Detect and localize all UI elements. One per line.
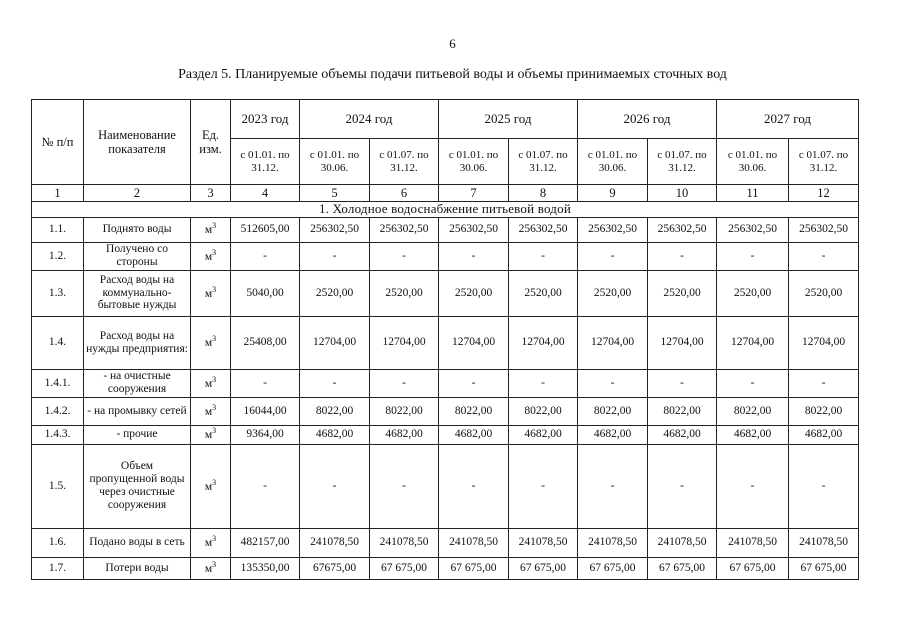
row-value: 67 675,00 <box>648 557 717 579</box>
header-period: с 01.01. по 30.06. <box>717 139 789 185</box>
row-value: 4682,00 <box>370 425 439 444</box>
unit-base: м <box>204 224 213 237</box>
row-value: 4682,00 <box>789 425 859 444</box>
row-name: Подано воды в сеть <box>84 528 191 557</box>
row-value: - <box>439 444 509 528</box>
header-year: 2025 год <box>439 100 578 139</box>
row-value: - <box>578 369 648 397</box>
column-number: 2 <box>84 185 191 202</box>
row-value: 241078,50 <box>717 528 789 557</box>
row-value: 256302,50 <box>578 217 648 242</box>
row-value: 256302,50 <box>439 217 509 242</box>
row-value: 12704,00 <box>439 316 509 369</box>
row-name: - на промывку сетей <box>84 397 191 425</box>
row-value: 241078,50 <box>439 528 509 557</box>
table-row <box>32 242 859 270</box>
row-unit <box>191 316 231 369</box>
row-value: 67 675,00 <box>717 557 789 579</box>
row-value: - <box>439 242 509 270</box>
row-value: 9364,00 <box>231 425 300 444</box>
row-unit <box>191 444 231 528</box>
unit-base: м <box>204 480 213 493</box>
column-number: 1 <box>32 185 84 202</box>
column-number: 10 <box>648 185 717 202</box>
row-value: 12704,00 <box>370 316 439 369</box>
table-row <box>32 444 859 528</box>
row-value: 256302,50 <box>300 217 370 242</box>
row-number: 1.4.1. <box>32 369 84 397</box>
row-value: 67 675,00 <box>578 557 648 579</box>
table-row <box>32 270 859 316</box>
unit-exponent: 3 <box>212 221 217 231</box>
row-value: - <box>509 369 578 397</box>
row-value: 8022,00 <box>578 397 648 425</box>
row-unit <box>191 217 231 242</box>
row-value: 4682,00 <box>509 425 578 444</box>
row-value: 67 675,00 <box>370 557 439 579</box>
header-period: с 01.07. по 31.12. <box>789 139 859 185</box>
row-value: - <box>648 444 717 528</box>
row-value: 512605,00 <box>231 217 300 242</box>
row-value: 8022,00 <box>717 397 789 425</box>
row-value: 8022,00 <box>509 397 578 425</box>
row-value: 2520,00 <box>300 270 370 316</box>
row-value: - <box>300 369 370 397</box>
row-value: 12704,00 <box>648 316 717 369</box>
column-number: 3 <box>191 185 231 202</box>
header-period: с 01.07. по 31.12. <box>370 139 439 185</box>
row-unit <box>191 425 231 444</box>
row-value: - <box>789 242 859 270</box>
row-value: 2520,00 <box>370 270 439 316</box>
row-value: 2520,00 <box>439 270 509 316</box>
row-unit <box>191 242 231 270</box>
row-name: Потери воды <box>84 557 191 579</box>
unit-exponent: 3 <box>212 426 217 436</box>
row-value: 4682,00 <box>717 425 789 444</box>
row-value: - <box>370 444 439 528</box>
row-number: 1.4.3. <box>32 425 84 444</box>
row-number: 1.5. <box>32 444 84 528</box>
column-number: 4 <box>231 185 300 202</box>
row-value: 2520,00 <box>509 270 578 316</box>
row-unit <box>191 369 231 397</box>
row-value: - <box>648 369 717 397</box>
row-value: - <box>789 444 859 528</box>
unit-base: м <box>204 405 213 418</box>
row-value: 4682,00 <box>300 425 370 444</box>
row-value: 12704,00 <box>509 316 578 369</box>
row-value: - <box>231 444 300 528</box>
row-value: 2520,00 <box>648 270 717 316</box>
row-unit <box>191 397 231 425</box>
unit-exponent: 3 <box>212 334 217 344</box>
row-unit <box>191 557 231 579</box>
row-name: Объем пропущенной воды через очистные сооружения <box>84 444 191 528</box>
unit-base: м <box>204 377 213 390</box>
row-value: 12704,00 <box>789 316 859 369</box>
unit-exponent: 3 <box>212 402 217 412</box>
row-value: 241078,50 <box>509 528 578 557</box>
row-value: 67 675,00 <box>789 557 859 579</box>
row-unit <box>191 270 231 316</box>
row-value: 12704,00 <box>717 316 789 369</box>
row-value: 241078,50 <box>578 528 648 557</box>
table-row <box>32 425 859 444</box>
row-value: 8022,00 <box>789 397 859 425</box>
row-number: 1.7. <box>32 557 84 579</box>
column-number: 5 <box>300 185 370 202</box>
header-year: 2024 год <box>300 100 439 139</box>
header-name: Наименование показателя <box>84 100 191 185</box>
page-number: 6 <box>449 36 456 51</box>
row-name: Получено со стороны <box>84 242 191 270</box>
row-value: - <box>717 444 789 528</box>
row-value: - <box>789 369 859 397</box>
row-value: 8022,00 <box>648 397 717 425</box>
row-value: 2520,00 <box>789 270 859 316</box>
row-value: 4682,00 <box>439 425 509 444</box>
column-number: 6 <box>370 185 439 202</box>
row-value: 12704,00 <box>578 316 648 369</box>
row-value: 135350,00 <box>231 557 300 579</box>
column-number: 8 <box>509 185 578 202</box>
row-value: 25408,00 <box>231 316 300 369</box>
header-unit: Ед. изм. <box>191 100 231 185</box>
row-value: 67 675,00 <box>509 557 578 579</box>
row-value: - <box>578 444 648 528</box>
section-row-title: 1. Холодное водоснабжение питьевой водой <box>32 202 859 218</box>
row-value: 8022,00 <box>439 397 509 425</box>
header-row-years <box>32 100 859 139</box>
row-value: 482157,00 <box>231 528 300 557</box>
row-name: Расход воды на нужды предприятия: <box>84 316 191 369</box>
row-value: 256302,50 <box>789 217 859 242</box>
row-value: 8022,00 <box>300 397 370 425</box>
unit-exponent: 3 <box>212 374 217 384</box>
row-value: 241078,50 <box>300 528 370 557</box>
column-number: 9 <box>578 185 648 202</box>
row-value: - <box>717 242 789 270</box>
row-number: 1.3. <box>32 270 84 316</box>
water-volumes-table <box>31 99 859 580</box>
row-value: - <box>439 369 509 397</box>
header-period: с 01.01. по 31.12. <box>231 139 300 185</box>
header-period: с 01.01. по 30.06. <box>578 139 648 185</box>
row-value: 256302,50 <box>648 217 717 242</box>
row-value: 241078,50 <box>370 528 439 557</box>
header-period: с 01.01. по 30.06. <box>300 139 370 185</box>
row-value: - <box>300 444 370 528</box>
section-title: Раздел 5. Планируемые объемы подачи питьевой воды и объемы принимаемых сточных вод <box>178 67 727 82</box>
row-value: - <box>717 369 789 397</box>
unit-base: м <box>204 337 213 350</box>
row-value: - <box>578 242 648 270</box>
row-value: - <box>231 369 300 397</box>
header-year: 2023 год <box>231 100 300 139</box>
header-row-colnums <box>32 185 859 202</box>
row-value: 256302,50 <box>717 217 789 242</box>
unit-base: м <box>204 287 213 300</box>
row-value: 5040,00 <box>231 270 300 316</box>
row-value: 4682,00 <box>578 425 648 444</box>
column-number: 7 <box>439 185 509 202</box>
row-name: Расход воды на коммунально-бытовые нужды <box>84 270 191 316</box>
row-value: 16044,00 <box>231 397 300 425</box>
row-value: 67675,00 <box>300 557 370 579</box>
row-name: Поднято воды <box>84 217 191 242</box>
row-number: 1.2. <box>32 242 84 270</box>
row-value: - <box>509 444 578 528</box>
unit-base: м <box>204 429 213 442</box>
unit-base: м <box>204 562 213 575</box>
unit-exponent: 3 <box>212 477 217 487</box>
table-row <box>32 528 859 557</box>
table-row <box>32 316 859 369</box>
unit-exponent: 3 <box>212 247 217 257</box>
row-value: 67 675,00 <box>439 557 509 579</box>
row-value: 4682,00 <box>648 425 717 444</box>
row-value: 241078,50 <box>648 528 717 557</box>
header-period: с 01.01. по 30.06. <box>439 139 509 185</box>
row-unit <box>191 528 231 557</box>
row-number: 1.1. <box>32 217 84 242</box>
column-number: 11 <box>717 185 789 202</box>
header-year: 2027 год <box>717 100 859 139</box>
table-row <box>32 369 859 397</box>
row-value: 2520,00 <box>717 270 789 316</box>
header-year: 2026 год <box>578 100 717 139</box>
row-number: 1.6. <box>32 528 84 557</box>
row-value: - <box>370 369 439 397</box>
table-row <box>32 217 859 242</box>
row-number: 1.4.2. <box>32 397 84 425</box>
row-name: - на очистные сооружения <box>84 369 191 397</box>
unit-base: м <box>204 250 213 263</box>
row-value: 12704,00 <box>300 316 370 369</box>
header-period: с 01.07. по 31.12. <box>509 139 578 185</box>
header-period: с 01.07. по 31.12. <box>648 139 717 185</box>
row-value: - <box>509 242 578 270</box>
row-value: - <box>370 242 439 270</box>
row-value: 256302,50 <box>370 217 439 242</box>
row-value: 8022,00 <box>370 397 439 425</box>
row-value: - <box>231 242 300 270</box>
row-number: 1.4. <box>32 316 84 369</box>
table-row <box>32 397 859 425</box>
section-row <box>32 202 859 218</box>
unit-exponent: 3 <box>212 284 217 294</box>
unit-exponent: 3 <box>212 534 217 544</box>
row-value: - <box>300 242 370 270</box>
row-value: 2520,00 <box>578 270 648 316</box>
row-value: 256302,50 <box>509 217 578 242</box>
row-name: - прочие <box>84 425 191 444</box>
unit-base: м <box>204 537 213 550</box>
column-number: 12 <box>789 185 859 202</box>
unit-exponent: 3 <box>212 559 217 569</box>
table-row <box>32 557 859 579</box>
header-num: № п/п <box>32 100 84 185</box>
row-value: - <box>648 242 717 270</box>
row-value: 241078,50 <box>789 528 859 557</box>
